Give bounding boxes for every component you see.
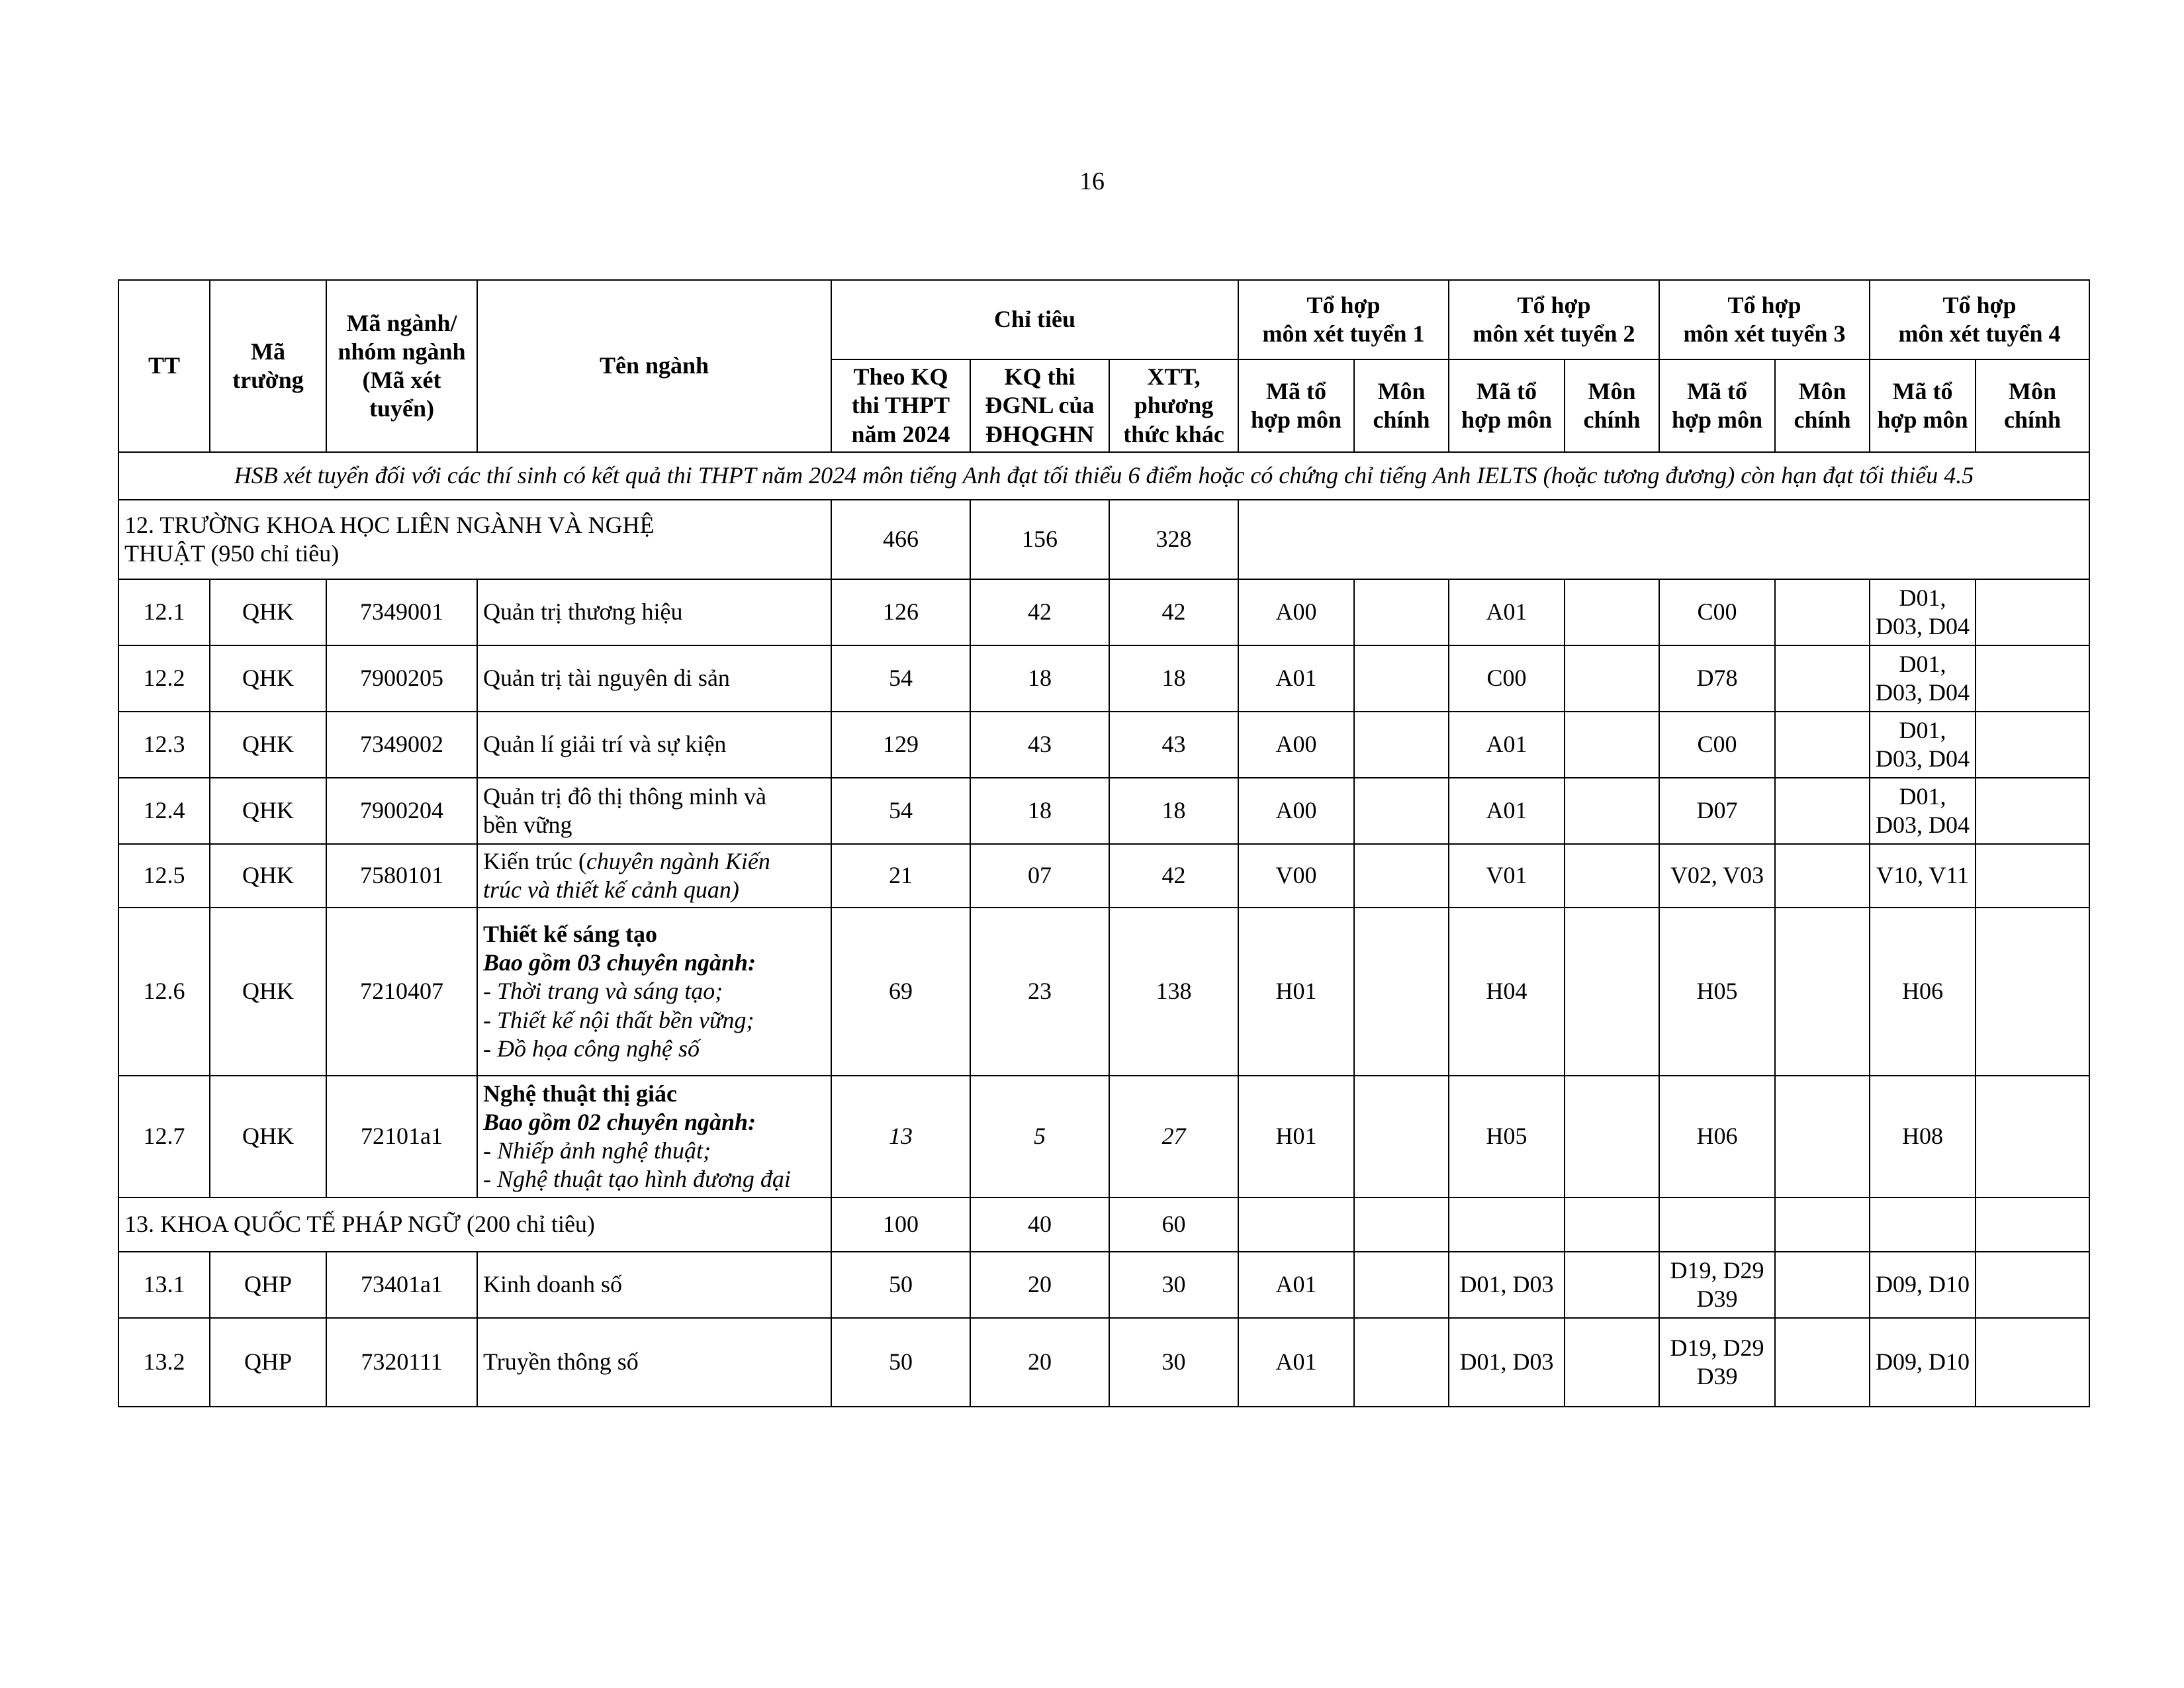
header-xtt: XTT, phương thức khác	[1109, 359, 1238, 452]
row-school: QHK	[210, 778, 326, 844]
header-thpt: Theo KQ thi THPT năm 2024	[831, 359, 970, 452]
row-combo-4: V10, V11	[1870, 844, 1976, 908]
row-thpt: 50	[831, 1318, 970, 1407]
row-main-2	[1565, 1252, 1659, 1318]
header-combo-code-2: Mã tổ hợp môn	[1449, 359, 1565, 452]
row-combo-1: A00	[1238, 712, 1354, 778]
row-code: 7320111	[326, 1318, 477, 1407]
note-row	[118, 452, 2089, 500]
row-tt: 12.7	[118, 1076, 210, 1197]
header-major-name: Tên ngành	[477, 280, 831, 452]
table-row	[118, 1252, 2089, 1318]
row-school: QHK	[210, 1076, 326, 1197]
row-thpt: 50	[831, 1252, 970, 1318]
row-xtt: 138	[1109, 908, 1238, 1076]
row-tt: 12.2	[118, 645, 210, 712]
row-name: Quản trị đô thị thông minh và bền vững	[477, 778, 831, 844]
header-main-subject-3: Môn chính	[1775, 359, 1870, 452]
row-tt: 12.4	[118, 778, 210, 844]
row-name: Nghệ thuật thị giác Bao gồm 02 chuyên ngành: - Nhiếp ảnh nghệ thuật; - Nghệ thuật tạo hình đương đại	[477, 1076, 831, 1197]
row-dgnl: 18	[970, 645, 1109, 712]
row-combo-4: D09, D10	[1870, 1318, 1976, 1407]
header-main-subject-4: Môn chính	[1976, 359, 2089, 452]
row-school: QHK	[210, 908, 326, 1076]
row-main-1	[1354, 778, 1449, 844]
row-combo-4: D01, D03, D04	[1870, 778, 1976, 844]
row-school: QHP	[210, 1318, 326, 1407]
row-dgnl: 20	[970, 1252, 1109, 1318]
row-xtt: 30	[1109, 1318, 1238, 1407]
row-main-1	[1354, 1318, 1449, 1407]
row-combo-4: D09, D10	[1870, 1252, 1976, 1318]
row-dgnl: 20	[970, 1318, 1109, 1407]
section-xtt: 328	[1109, 500, 1238, 579]
row-combo-1: A00	[1238, 778, 1354, 844]
row-main-3	[1775, 908, 1870, 1076]
section-thpt: 466	[831, 500, 970, 579]
row-main-3	[1775, 1252, 1870, 1318]
row-tt: 12.6	[118, 908, 210, 1076]
page-number: 16	[1079, 167, 1105, 195]
row-xtt: 27	[1109, 1076, 1238, 1197]
row-code: 72101a1	[326, 1076, 477, 1197]
row-school: QHK	[210, 844, 326, 908]
row-main-4	[1976, 579, 2089, 645]
row-main-2	[1565, 1076, 1659, 1197]
row-combo-2: D01, D03	[1449, 1252, 1565, 1318]
row-main-1	[1354, 1252, 1449, 1318]
row-code: 73401a1	[326, 1252, 477, 1318]
row-tt: 13.1	[118, 1252, 210, 1318]
row-code: 7349002	[326, 712, 477, 778]
row-thpt: 69	[831, 908, 970, 1076]
table-row	[118, 1318, 2089, 1407]
row-main-1	[1354, 579, 1449, 645]
row-main-3	[1775, 645, 1870, 712]
note-text: HSB xét tuyển đối với các thí sinh có kết quả thi THPT năm 2024 môn tiếng Anh đạt tối thiểu 6 điểm hoặc có chứng chỉ tiếng Anh IELTS (hoặc tương đương) còn hạn đạt tối thiểu 4.5	[118, 452, 2089, 500]
row-xtt: 30	[1109, 1252, 1238, 1318]
table-row	[118, 645, 2089, 712]
row-main-2	[1565, 712, 1659, 778]
header-combo-code-3: Mã tổ hợp môn	[1659, 359, 1775, 452]
row-combo-1: A01	[1238, 1318, 1354, 1407]
row-combo-3: C00	[1659, 712, 1775, 778]
row-xtt: 42	[1109, 844, 1238, 908]
table-row	[118, 712, 2089, 778]
row-main-1	[1354, 1076, 1449, 1197]
row-dgnl: 43	[970, 712, 1109, 778]
row-main-2	[1565, 579, 1659, 645]
row-code: 7580101	[326, 844, 477, 908]
row-combo-4: D01, D03, D04	[1870, 645, 1976, 712]
row-name: Kiến trúc (chuyên ngành Kiến trúc và thiết kế cảnh quan)	[477, 844, 831, 908]
header-combo-code-1: Mã tổ hợp môn	[1238, 359, 1354, 452]
header-tt: TT	[118, 280, 210, 452]
header-main-subject-1: Môn chính	[1354, 359, 1449, 452]
row-xtt: 18	[1109, 778, 1238, 844]
row-main-2	[1565, 778, 1659, 844]
row-combo-1: H01	[1238, 908, 1354, 1076]
row-tt: 12.5	[118, 844, 210, 908]
row-main-1	[1354, 908, 1449, 1076]
row-main-4	[1976, 712, 2089, 778]
header-dgnl: KQ thi ĐGNL của ĐHQGHN	[970, 359, 1109, 452]
row-combo-2: V01	[1449, 844, 1565, 908]
admissions-table	[118, 279, 2090, 1407]
row-combo-2: A01	[1449, 778, 1565, 844]
row-tt: 13.2	[118, 1318, 210, 1407]
row-name: Quản trị thương hiệu	[477, 579, 831, 645]
row-combo-1: A01	[1238, 645, 1354, 712]
row-xtt: 42	[1109, 579, 1238, 645]
row-main-4	[1976, 778, 2089, 844]
row-code: 7900204	[326, 778, 477, 844]
row-code: 7900205	[326, 645, 477, 712]
section-row-12	[118, 500, 2089, 579]
header-combo-2: Tổ hợp môn xét tuyển 2	[1449, 280, 1659, 359]
row-code: 7210407	[326, 908, 477, 1076]
row-main-2	[1565, 908, 1659, 1076]
row-combo-4: D01, D03, D04	[1870, 579, 1976, 645]
row-thpt: 54	[831, 645, 970, 712]
row-school: QHK	[210, 712, 326, 778]
header-school-code: Mã trường	[210, 280, 326, 452]
table-row	[118, 1076, 2089, 1197]
row-combo-1: V00	[1238, 844, 1354, 908]
row-combo-2: H05	[1449, 1076, 1565, 1197]
row-combo-1: A00	[1238, 579, 1354, 645]
row-name: Quản lí giải trí và sự kiện	[477, 712, 831, 778]
row-name: Quản trị tài nguyên di sản	[477, 645, 831, 712]
row-code: 7349001	[326, 579, 477, 645]
row-combo-3: D78	[1659, 645, 1775, 712]
row-main-2	[1565, 645, 1659, 712]
row-xtt: 18	[1109, 645, 1238, 712]
row-name: Truyền thông số	[477, 1318, 831, 1407]
row-combo-3: C00	[1659, 579, 1775, 645]
header-combo-code-4: Mã tổ hợp môn	[1870, 359, 1976, 452]
header-combo-1: Tổ hợp môn xét tuyển 1	[1238, 280, 1449, 359]
row-thpt: 13	[831, 1076, 970, 1197]
row-dgnl: 5	[970, 1076, 1109, 1197]
row-combo-4: D01, D03, D04	[1870, 712, 1976, 778]
row-combo-3: H06	[1659, 1076, 1775, 1197]
row-main-4	[1976, 908, 2089, 1076]
header-main-subject-2: Môn chính	[1565, 359, 1659, 452]
row-school: QHP	[210, 1252, 326, 1318]
row-combo-1: H01	[1238, 1076, 1354, 1197]
row-main-4	[1976, 645, 2089, 712]
row-main-2	[1565, 1318, 1659, 1407]
table-row	[118, 908, 2089, 1076]
section-empty	[1238, 500, 2089, 579]
row-school: QHK	[210, 645, 326, 712]
row-combo-4: H08	[1870, 1076, 1976, 1197]
table-row	[118, 778, 2089, 844]
section-dgnl: 156	[970, 500, 1109, 579]
row-main-1	[1354, 645, 1449, 712]
row-main-2	[1565, 844, 1659, 908]
row-dgnl: 18	[970, 778, 1109, 844]
row-combo-2: A01	[1449, 712, 1565, 778]
row-main-3	[1775, 579, 1870, 645]
row-combo-1: A01	[1238, 1252, 1354, 1318]
row-main-3	[1775, 778, 1870, 844]
row-main-3	[1775, 712, 1870, 778]
row-combo-2: A01	[1449, 579, 1565, 645]
header-combo-3: Tổ hợp môn xét tuyển 3	[1659, 280, 1870, 359]
row-dgnl: 23	[970, 908, 1109, 1076]
row-name: Thiết kế sáng tạo Bao gồm 03 chuyên ngành: - Thời trang và sáng tạo; - Thiết kế nội thất bền vững; - Đồ họa công nghệ số	[477, 908, 831, 1076]
header-combo-4: Tổ hợp môn xét tuyển 4	[1870, 280, 2089, 359]
row-main-3	[1775, 1076, 1870, 1197]
row-thpt: 129	[831, 712, 970, 778]
row-dgnl: 07	[970, 844, 1109, 908]
row-main-4	[1976, 1076, 2089, 1197]
row-main-1	[1354, 844, 1449, 908]
section-dgnl: 40	[970, 1197, 1109, 1252]
section-title: 13. KHOA QUỐC TẾ PHÁP NGỮ (200 chỉ tiêu)	[118, 1197, 831, 1252]
row-thpt: 21	[831, 844, 970, 908]
row-name: Kinh doanh số	[477, 1252, 831, 1318]
row-thpt: 126	[831, 579, 970, 645]
row-combo-3: H05	[1659, 908, 1775, 1076]
section-thpt: 100	[831, 1197, 970, 1252]
row-main-4	[1976, 1252, 2089, 1318]
section-xtt: 60	[1109, 1197, 1238, 1252]
row-xtt: 43	[1109, 712, 1238, 778]
table-row	[118, 579, 2089, 645]
row-combo-2: C00	[1449, 645, 1565, 712]
row-combo-3: D19, D29 D39	[1659, 1252, 1775, 1318]
row-combo-3: D07	[1659, 778, 1775, 844]
row-combo-2: D01, D03	[1449, 1318, 1565, 1407]
header-major-code: Mã ngành/ nhóm ngành (Mã xét tuyển)	[326, 280, 477, 452]
row-main-4	[1976, 1318, 2089, 1407]
row-combo-4: H06	[1870, 908, 1976, 1076]
row-dgnl: 42	[970, 579, 1109, 645]
row-combo-3: D19, D29 D39	[1659, 1318, 1775, 1407]
table-row	[118, 844, 2089, 908]
row-school: QHK	[210, 579, 326, 645]
row-tt: 12.1	[118, 579, 210, 645]
row-main-3	[1775, 844, 1870, 908]
row-main-1	[1354, 712, 1449, 778]
row-tt: 12.3	[118, 712, 210, 778]
row-main-4	[1976, 844, 2089, 908]
row-combo-2: H04	[1449, 908, 1565, 1076]
section-title: 12. TRƯỜNG KHOA HỌC LIÊN NGÀNH VÀ NGHỆ THUẬT (950 chỉ tiêu)	[118, 500, 831, 579]
section-row-13	[118, 1197, 2089, 1252]
header-row-1	[118, 280, 2089, 359]
header-quota: Chỉ tiêu	[831, 280, 1238, 359]
row-combo-3: V02, V03	[1659, 844, 1775, 908]
row-main-3	[1775, 1318, 1870, 1407]
row-thpt: 54	[831, 778, 970, 844]
